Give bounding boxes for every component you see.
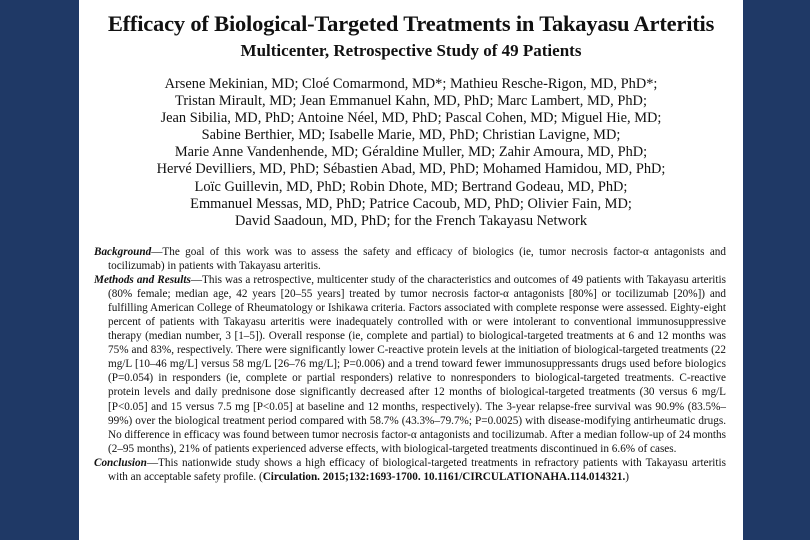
abstract-methods: [94, 273, 726, 456]
paper-title: Efficacy of Biological-Targeted Treatments in Takayasu Arteritis: [107, 11, 715, 36]
author-line: Tristan Mirault, MD; Jean Emmanuel Kahn, MD, PhD; Marc Lambert, MD, PhD;: [175, 93, 647, 110]
methods-text: —This was a retrospective, multicenter study of the characteristics and outcomes of 49 patients with Takayasu arteritis (80% female; median age, 42 years [20–55 years] treated by tumor necrosis factor-α antagonists [80%] or tocilizumab [20%]) and fulfilling American College of Rheumatology or Ishikawa criteria. Factors associated with complete response were assessed. Eighty-eight percent of patients with Takayasu arteritis were inadequately controlled with or were intolerant to conventional immunosuppressive therapy (median number, 3 [1–5]). Overall response (ie, complete and partial) to biological-targeted treatments at 6 and 12 months was 75% and 83%, respectively. There were significantly lower C-reactive protein levels at the initiation of biological-targeted treatments (22 mg/L [10–46 mg/L] versus 58 mg/L [26–76 mg/L]; P=0.006) and a trend toward fewer immunosuppressants drugs used before biologics (P=0.054) in responders (ie, complete or partial responders) relative to nonresponders to biological-targeted treatments. C-reactive protein levels and daily prednisone dose significantly decreased after 12 months of biological-targeted treatments (30 versus 6 mg/L [P<0.05] and 15 versus 7.5 mg [P<0.05] at baseline and 12 months, respectively). The 3-year relapse-free survival was 90.9% (83.5%–99%) over the biological treatment period compared with 58.7% (43.3%–79.7%; P=0.0025) with disease-modifying antirheumatic drugs. No difference in efficacy was found between tumor necrosis factor-α antagonists and tocilizumab. After a median follow-up of 24 months (2–95 months), 21% of patients experienced adverse effects, with biological-targeted treatments discontinued in 6.6% of cases.: [108, 274, 726, 455]
paper-page: [79, 0, 743, 540]
author-line: Jean Sibilia, MD, PhD; Antoine Néel, MD, PhD; Pascal Cohen, MD; Miguel Hie, MD;: [160, 110, 662, 127]
abstract-conclusion: [94, 456, 726, 484]
background-label: Background: [94, 246, 152, 258]
author-line: Arsene Mekinian, MD; Cloé Comarmond, MD*; Mathieu Resche-Rigon, MD, PhD*;: [164, 76, 658, 92]
citation-text[interactable]: Circulation. 2015;132:1693-1700. 10.1161/CIRCULATIONAHA.114.014321.: [262, 470, 626, 483]
conclusion-text: —This nationwide study shows a high efficacy of biological-targeted treatments in refractory patients with Takayasu arteritis with an acceptable safety profile. (: [108, 456, 726, 483]
author-line: Emmanuel Messas, MD, PhD; Patrice Cacoub, MD, PhD; Olivier Fain, MD;: [190, 195, 632, 212]
author-line: Sabine Berthier, MD; Isabelle Marie, MD, PhD; Christian Lavigne, MD;: [201, 127, 621, 144]
author-line: Marie Anne Vandenhende, MD; Géraldine Muller, MD; Zahir Amoura, MD, PhD;: [174, 144, 648, 161]
author-line: Hervé Devilliers, MD, PhD; Sébastien Abad, MD, PhD; Mohamed Hamidou, MD, PhD;: [156, 161, 666, 178]
author-line: Loïc Guillevin, MD, PhD; Robin Dhote, MD; Bertrand Godeau, MD, PhD;: [194, 178, 628, 195]
paper-subtitle: Multicenter, Retrospective Study of 49 Patients: [240, 41, 582, 60]
abstract-background: [94, 245, 726, 273]
author-line: David Saadoun, MD, PhD; for the French Takayasu Network: [234, 212, 588, 229]
background-text: —The goal of this work was to assess the safety and efficacy of biologics (ie, tumor necrosis factor-α antagonists and tocilizumab) in patients with Takayasu arteritis.: [108, 246, 726, 273]
abstract: [94, 245, 726, 484]
methods-label: Methods and Results: [94, 274, 191, 287]
citation-close: ): [625, 470, 629, 483]
conclusion-label: Conclusion: [94, 456, 147, 469]
author-list: [79, 76, 743, 230]
